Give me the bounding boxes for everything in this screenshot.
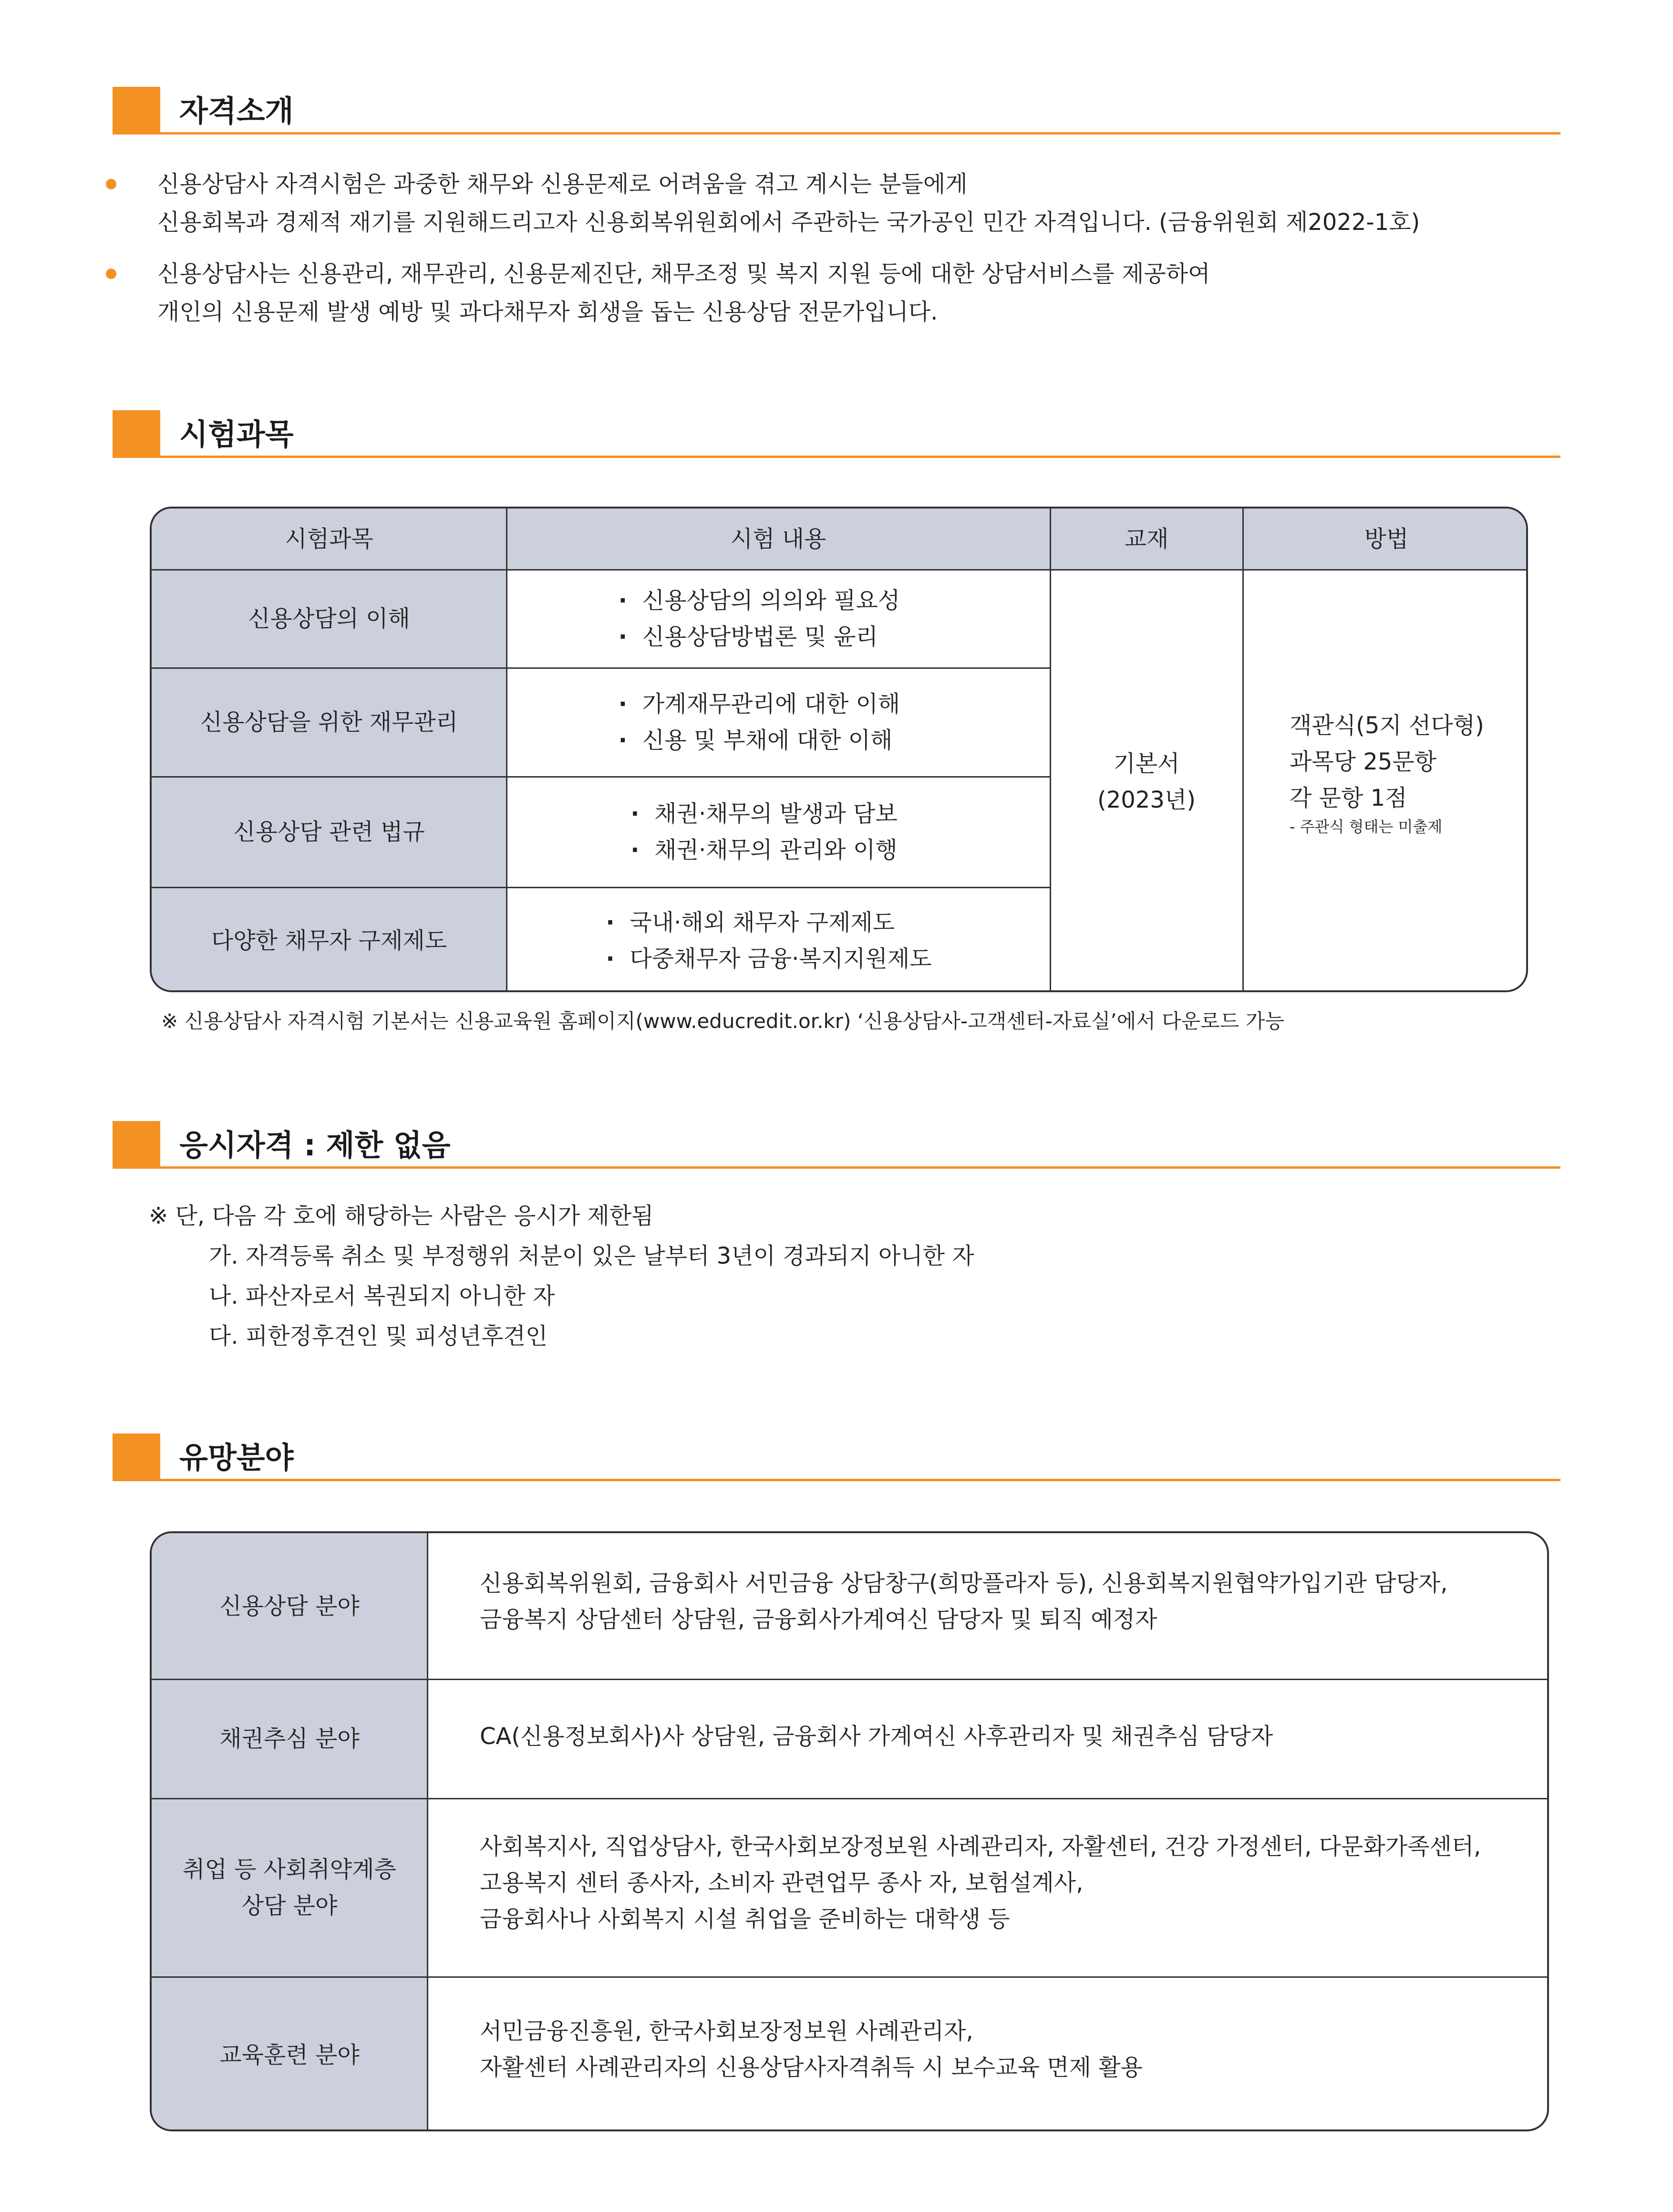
table-header-cell: 시험과목 [152,509,506,570]
field-text-line: 자활센터 사례관리자의 신용상담사자격취득 시 보수교육 면제 활용 [480,2054,1143,2081]
eligibility-item: 다. 피한정후견인 및 피성년후견인 [209,1323,548,1350]
section-marker [113,410,160,458]
table-rule [506,509,507,990]
bullet-dot-icon [106,269,116,279]
bullet-dot-icon [106,179,116,189]
table-rule [152,1679,1547,1680]
subjects-table [150,507,1528,992]
table-rule [427,1533,428,2129]
field-text-cell [427,1977,1547,2131]
field-label: 교육훈련 분야 [219,2042,360,2068]
subjects-footnote: ※ 신용상담사 자격시험 기본서는 신용교육원 홈페이지(www.educredit.or.kr) ‘신용상담사-고객센터-자료실’에서 다운로드 가능 [161,1009,1284,1033]
section-header-subjects [113,410,1560,458]
field-text-line: 금융복지 상담센터 상담원, 금융회사가계여신 담당자 및 퇴직 예정자 [480,1606,1157,1633]
eligibility-item: 가. 자격등록 취소 및 부정행위 처분이 있은 날부터 3년이 경과되지 아니한 자 [209,1243,974,1269]
method-note: - 주관식 형태는 미출제 [1290,818,1443,836]
eligibility-item: 나. 파산자로서 복권되지 아니한 자 [209,1283,555,1309]
section-title: 시험과목 [179,417,294,452]
content-item: · 채권·채무의 발생과 담보 [630,796,897,832]
content-item: · 다중채무자 금융·복지지원제도 [606,941,931,977]
fields-table [150,1531,1549,2131]
field-label-cell [152,1533,427,1679]
table-rule [1242,509,1244,990]
field-label-cell [152,1679,427,1798]
subject-content-cell [506,887,1050,992]
subject-content-cell [506,668,1050,777]
subject-content-cell [506,570,1050,668]
section-rule [160,456,1560,458]
content-item: · 채권·채무의 관리와 이행 [630,832,897,868]
textbook-text: 기본서 [1113,750,1180,777]
section-marker [113,1121,160,1169]
table-header-cell: 시험 내용 [506,509,1050,570]
field-text-cell [427,1679,1547,1798]
subject-name-cell: 신용상담을 위한 재무관리 [152,668,506,777]
field-label: 상담 분야 [241,1892,338,1919]
bullet-line: 신용상담사 자격시험은 과중한 채무와 신용문제로 어려움을 겪고 계시는 분들에게 [157,171,968,197]
method-text: 각 문항 1점 [1290,785,1407,811]
field-text-cell [427,1798,1547,1977]
bullet-line: 신용상담사는 신용관리, 재무관리, 신용문제진단, 채무조정 및 복지 지원 등에 대한 상담서비스를 제공하여 [157,260,1210,287]
table-header-cell: 방법 [1243,509,1528,570]
section-rule [160,1166,1560,1169]
field-label: 채권추심 분야 [219,1725,360,1752]
table-rule [152,569,1526,571]
field-text-cell [427,1533,1547,1679]
subject-name-cell: 신용상담의 이해 [152,570,506,668]
intro-bullet [157,165,1564,241]
section-rule [160,132,1560,135]
eligibility-note: ※ 단, 다음 각 호에 해당하는 사람은 응시가 제한됨 [149,1203,654,1229]
intro-bullet [157,255,1564,331]
section-title: 응시자격 : 제한 없음 [179,1128,451,1163]
table-rule [1050,509,1051,990]
field-text-line: 금융회사나 사회복지 시설 취업을 준비하는 대학생 등 [480,1906,1010,1932]
field-label: 취업 등 사회취약계층 [183,1856,396,1883]
method-text: 객관식(5지 선다형) [1290,712,1484,739]
section-marker [113,1433,160,1481]
section-header-fields [113,1433,1560,1481]
field-text-line: CA(신용정보회사)사 상담원, 금융회사 가계여신 사후관리자 및 채권추심 담당자 [480,1723,1273,1750]
field-text-line: 서민금융진흥원, 한국사회보장정보원 사례관리자, [480,2018,973,2045]
section-title: 유망분야 [179,1440,294,1475]
table-rule [152,667,1050,669]
subject-name-cell: 다양한 채무자 구제제도 [152,887,506,992]
textbook-text: (2023년) [1097,787,1196,813]
content-item: · 신용상담의 의의와 필요성 [619,582,900,619]
section-rule [160,1479,1560,1481]
method-cell [1243,570,1528,992]
field-label: 신용상담 분야 [219,1593,360,1620]
table-rule [152,887,1050,888]
content-item: · 신용 및 부채에 대한 이해 [619,722,900,758]
subject-name-cell: 신용상담 관련 법규 [152,777,506,887]
field-text-line: 신용회복위원회, 금융회사 서민금융 상담창구(희망플라자 등), 신용회복지원협약가입기관 담당자, [480,1570,1448,1597]
content-item: · 신용상담방법론 및 윤리 [619,619,900,655]
field-label-cell [152,1798,427,1977]
section-marker [113,87,160,135]
field-label-cell [152,1977,427,2131]
content-item: · 국내·해외 채무자 구제제도 [606,904,931,941]
section-title: 자격소개 [179,93,294,128]
table-rule [152,1976,1547,1978]
table-header-cell: 교재 [1050,509,1243,570]
content-item: · 가계재무관리에 대한 이해 [619,686,900,722]
field-text-line: 사회복지사, 직업상담사, 한국사회보장정보원 사례관리자, 자활센터, 건강 가정센터, 다문화가족센터, [480,1833,1481,1860]
table-rule [152,776,1050,778]
method-text: 과목당 25문항 [1290,748,1437,775]
bullet-line: 신용회복과 경제적 재기를 지원해드리고자 신용회복위원회에서 주관하는 국가공인 민간 자격입니다. (금융위원회 제2022-1호) [157,209,1420,236]
subject-content-cell [506,777,1050,887]
field-text-line: 고용복지 센터 종사자, 소비자 관련업무 종사 자, 보험설계사, [480,1869,1084,1896]
textbook-cell [1050,570,1243,992]
table-rule [152,1798,1547,1799]
bullet-line: 개인의 신용문제 발생 예방 및 과다채무자 회생을 돕는 신용상담 전문가입니다. [157,299,938,325]
section-header-eligibility [113,1121,1560,1169]
section-header-intro [113,87,1560,135]
